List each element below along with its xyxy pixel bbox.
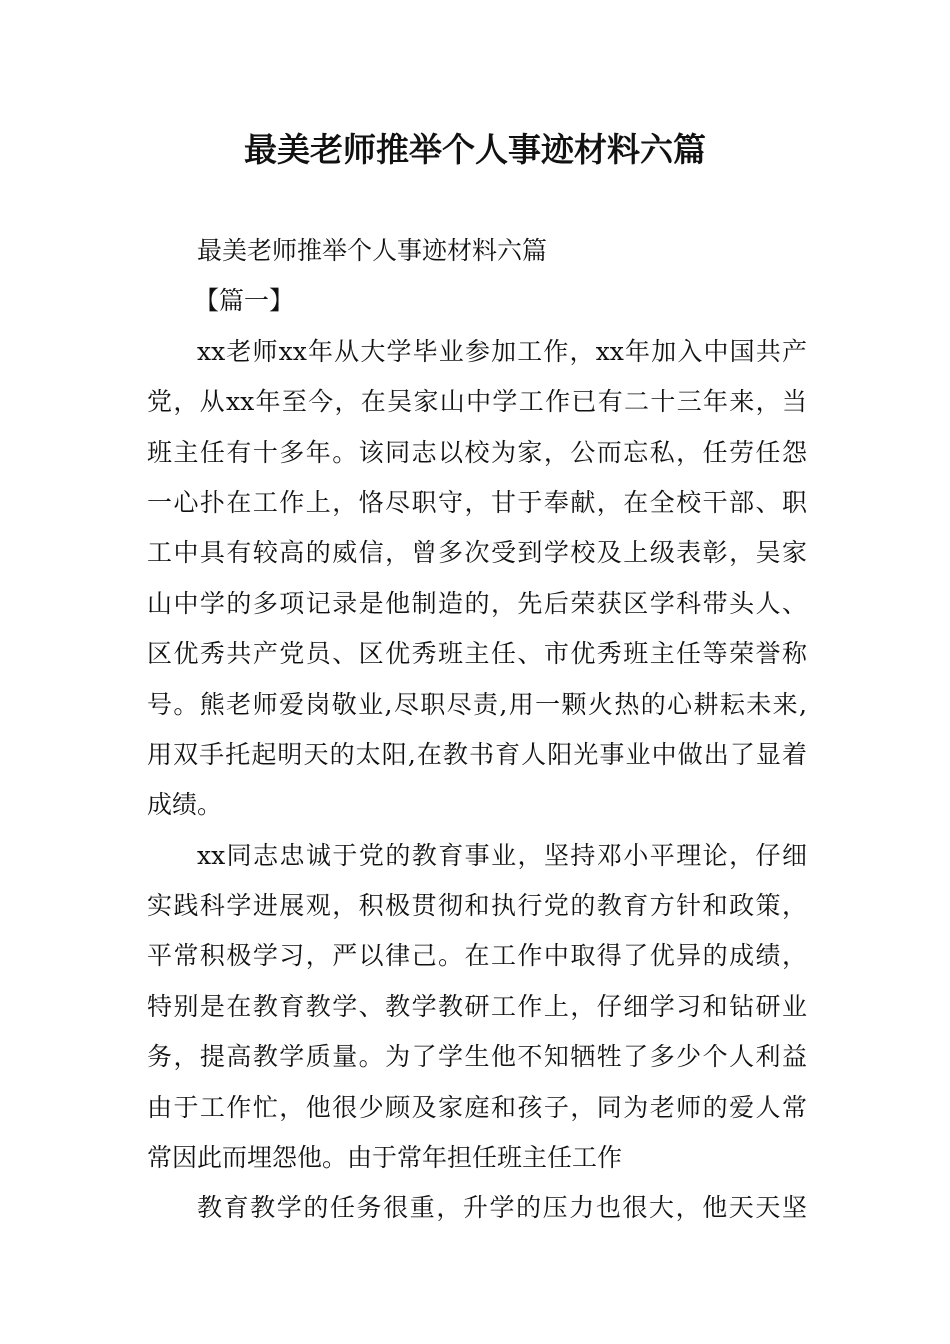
paragraph-line: 由于工作忙，他很少顾及家庭和孩子，同为老师的爱人常 xyxy=(147,1092,807,1122)
paragraph-line: 班主任有十多年。该同志以校为家，公而忘私，任劳任怨 xyxy=(147,437,807,467)
paragraph-line: 用双手托起明天的太阳,在教书育人阳光事业中做出了显着 xyxy=(147,739,807,769)
paragraph-line: xx同志忠诚于党的教育事业，坚持邓小平理论，仔细 xyxy=(197,840,807,870)
paragraph-line: 务，提高教学质量。为了学生他不知牺牲了多少个人利益 xyxy=(147,1042,807,1072)
document-subtitle: 最美老师推举个人事迹材料六篇 xyxy=(197,236,548,265)
document-title: 最美老师推举个人事迹材料六篇 xyxy=(244,130,706,169)
paragraph-line: 号。熊老师爱岗敬业,尽职尽责,用一颗火热的心耕耘未来, xyxy=(147,689,807,719)
paragraph-line: 工中具有较高的威信，曾多次受到学校及上级表彰，吴家 xyxy=(147,538,807,568)
paragraph-line: 一心扑在工作上，恪尽职守，甘于奉献，在全校干部、职 xyxy=(147,487,807,517)
paragraph-line: 山中学的多项记录是他制造的，先后荣获区学科带头人、 xyxy=(147,588,807,618)
document-body xyxy=(147,226,807,1234)
paragraph-line: xx老师xx年从大学毕业参加工作，xx年加入中国共产 xyxy=(197,336,807,366)
paragraph-line: 常因此而埋怨他。由于常年担任班主任工作 xyxy=(147,1143,623,1173)
paragraph-line: 实践科学进展观，积极贯彻和执行党的教育方针和政策， xyxy=(147,891,807,921)
paragraph-line: 区优秀共产党员、区优秀班主任、市优秀班主任等荣誉称 xyxy=(147,639,807,669)
paragraph-line: 特别是在教育教学、教学教研工作上，仔细学习和钻研业 xyxy=(147,991,807,1021)
paragraph-line: 成绩。 xyxy=(147,790,223,820)
paragraph-line: 平常积极学习，严以律己。在工作中取得了优异的成绩， xyxy=(147,941,807,971)
paragraph-line: 教育教学的任务很重，升学的压力也很大，他天天坚 xyxy=(197,1193,807,1223)
paragraph-line: 党，从xx年至今，在吴家山中学工作已有二十三年来，当 xyxy=(147,387,807,417)
section-label: 【篇一】 xyxy=(194,286,295,316)
